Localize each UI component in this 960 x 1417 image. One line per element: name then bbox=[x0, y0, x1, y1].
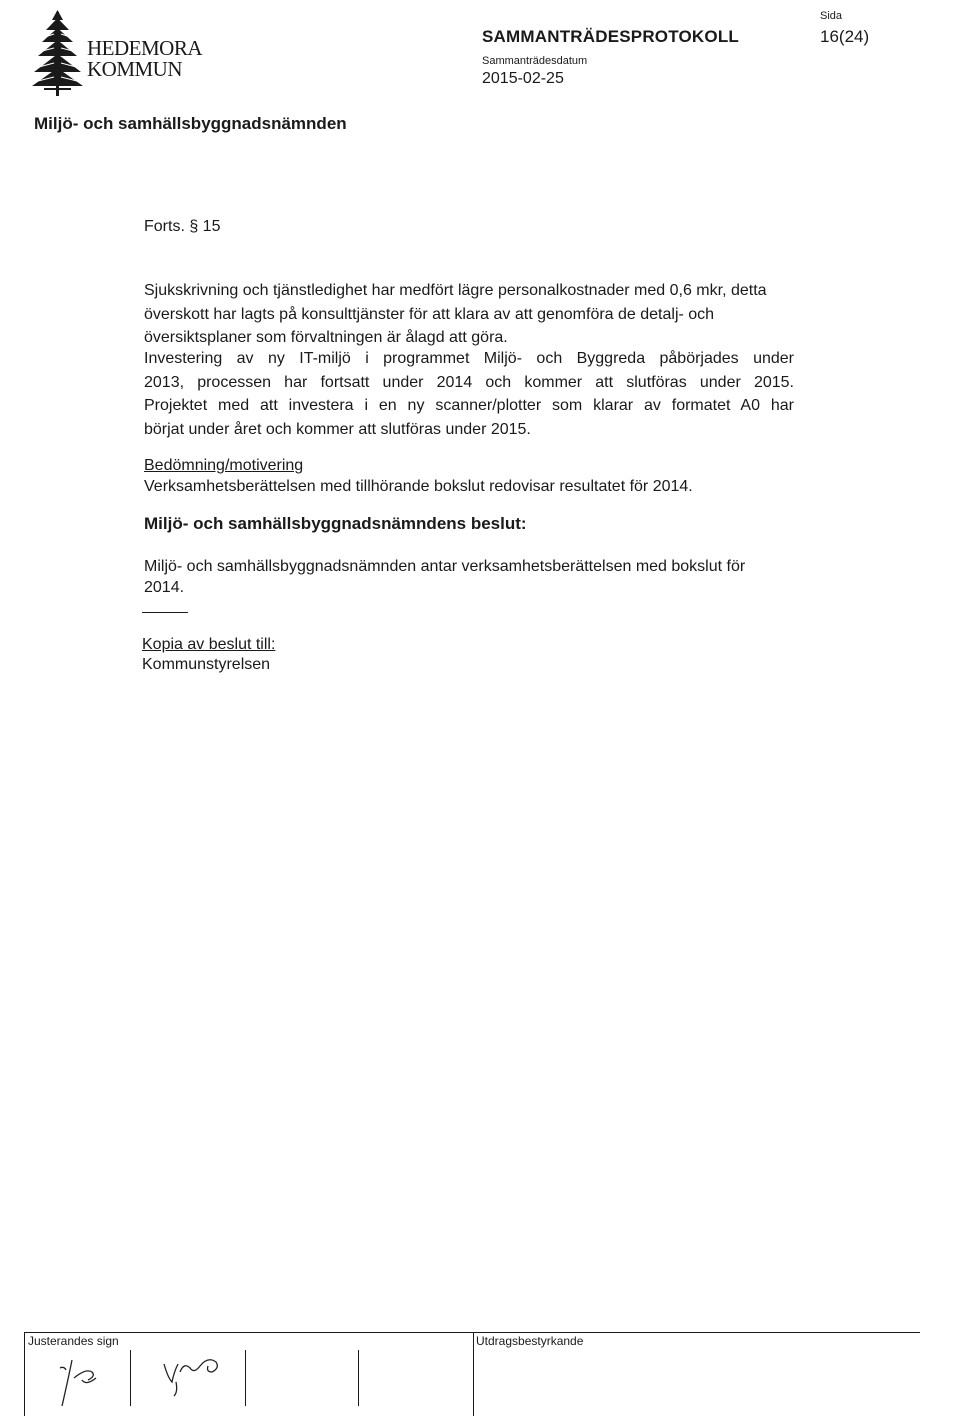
section-continuation: Forts. § 15 bbox=[144, 218, 221, 235]
footer-divider bbox=[358, 1350, 359, 1406]
page-label: Sida bbox=[820, 10, 843, 22]
footer-divider bbox=[24, 1332, 25, 1416]
footer-divider bbox=[130, 1350, 131, 1406]
assessment-text: Verksamhetsberättelsen med tillhörande bokslut redovisar resultatet för 2014. bbox=[144, 478, 693, 495]
signers-label: Justerandes sign bbox=[28, 1334, 119, 1348]
meeting-date: 2015-02-25 bbox=[482, 70, 564, 87]
paragraph-it-investment bbox=[144, 347, 794, 441]
document-type: SAMMANTRÄDESPROTOKOLL bbox=[482, 27, 739, 46]
divider bbox=[142, 612, 188, 613]
footer-rule bbox=[24, 1332, 920, 1333]
paragraph-personnel-costs: Sjukskrivning och tjänstledighet har medfört lägre personalkostnader med 0,6 mkr, detta överskott har lagts på konsulttjänster för att klara av att genomföra de detalj- och översiktsplaner som förvaltningen är ålagd att göra. bbox=[144, 282, 767, 346]
committee-name: Miljö- och samhällsbyggnadsnämnden bbox=[34, 114, 347, 133]
page-number: 16(24) bbox=[820, 27, 870, 46]
logo-line-1: HEDEMORA bbox=[87, 36, 202, 60]
logo-line-2: KOMMUN bbox=[87, 57, 183, 81]
signature-initials-1 bbox=[52, 1350, 112, 1412]
decision-heading: Miljö- och samhällsbyggnadsnämndens beslut: bbox=[144, 514, 527, 533]
paragraph-line: börjat under året och kommer att slutföras under 2015. bbox=[144, 420, 531, 438]
signature-initials-2 bbox=[150, 1342, 242, 1398]
spruce-tree-icon bbox=[30, 8, 86, 98]
decision-text: Miljö- och samhällsbyggnadsnämnden antar verksamhetsberättelsen med bokslut för 2014. bbox=[144, 558, 746, 596]
footer-divider bbox=[473, 1332, 474, 1416]
meeting-date-label: Sammanträdesdatum bbox=[482, 55, 588, 67]
municipality-logo bbox=[30, 8, 230, 98]
paragraph-line: 2013, processen har fortsatt under 2014 och kommer att slutföras under 2015. bbox=[144, 373, 794, 391]
extract-certification-label: Utdragsbestyrkande bbox=[476, 1334, 584, 1348]
copy-heading: Kopia av beslut till: bbox=[142, 636, 276, 653]
copy-recipient: Kommunstyrelsen bbox=[142, 656, 271, 673]
paragraph-line: Investering av ny IT-miljö i programmet Miljö- och Byggreda påbörjades under bbox=[144, 350, 794, 367]
logo-wordmark bbox=[87, 38, 202, 80]
footer-divider bbox=[245, 1350, 246, 1406]
paragraph-line: Projektet med att investera i en ny scanner/plotter som klarar av formatet A0 har bbox=[144, 397, 794, 414]
assessment-heading: Bedömning/motivering bbox=[144, 457, 304, 474]
